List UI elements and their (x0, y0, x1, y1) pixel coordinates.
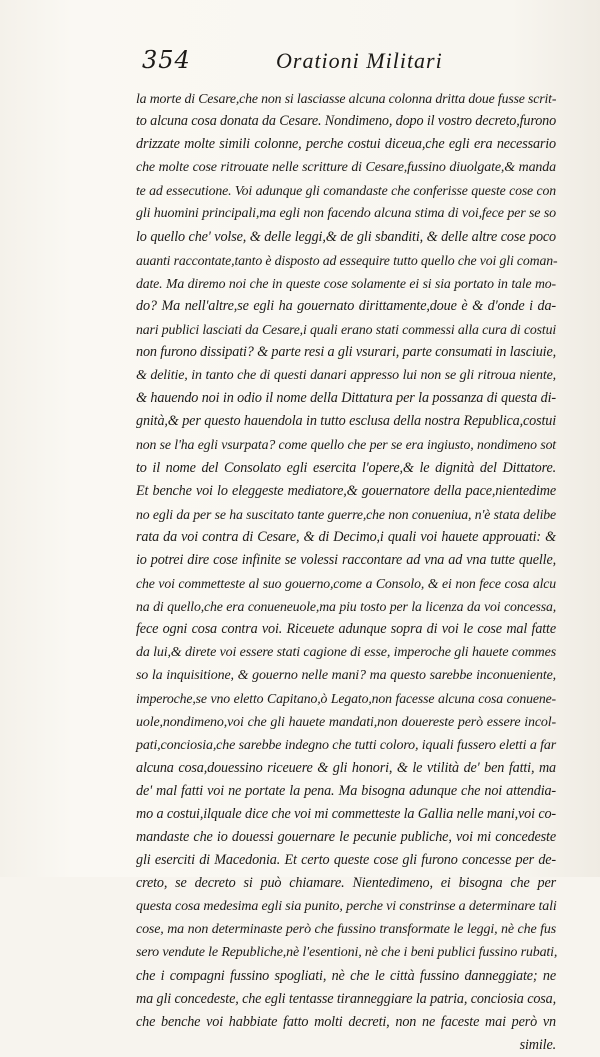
text-line: de' mal fatti voi ne portate la pena. Ma bisogna adunque che noi attendia- (136, 782, 556, 799)
text-line: ma gli concedeste, che egli tentasse tiranneggiare la patria, conciosia cosa, (136, 990, 556, 1007)
text-line: io potrei dire cose infinite se volessi raccontare ad vna ad vna tutte quelle, (136, 551, 556, 568)
text-line: to alcuna cosa donata da Cesare. Nondimeno, dopo il vostro decreto,furono (136, 113, 557, 130)
text-line: cose, ma non determinaste però che fussino transformate le leggi, nè che fus (136, 922, 556, 938)
text-line: fece ogni cosa contra voi. Riceuete adunque sopra di voi le cose mal fatte (136, 621, 556, 638)
text-line: & delitie, in tanto che di questi danari appresso lui non se gli ritroua niente, (136, 368, 556, 384)
text-line: questa cosa medesima egli sia punito, perche vi constrinse a determinare tali (136, 899, 557, 915)
text-line: Et benche voi lo eleggeste mediatore,& gouernatore della pace,nientedime (136, 482, 556, 499)
text-line: drizzate molte simili colonne, perche costui diceua,che egli era necessario (136, 136, 556, 153)
text-line: gli eserciti di Macedonia. Et certo queste cose gli furono concesse per de- (136, 852, 556, 869)
text-line: mandaste che io douessi gouernare le pecunie publiche, voi mi concedeste (136, 829, 556, 845)
text-line: da lui,& direte voi essere stati cagione di esse, imperoche gli hauete commes (136, 645, 556, 661)
text-line: che voi commetteste al suo gouerno,come a Consolo, & ei non fece cosa alcu (136, 575, 556, 591)
text-line: la morte di Cesare,che non si lasciasse alcuna colonna dritta doue fusse scrit- (136, 91, 557, 106)
body-text (136, 87, 556, 1057)
text-line: lo quello che' volse, & delle leggi,& de gli sbanditi, & delle altre cose poco (136, 228, 556, 245)
text-line: gnità,& per questo hauendola in tutto esclusa della nostra Republica,costui (136, 413, 556, 430)
text-line: na di quello,che era conueneuole,ma piu tosto per la licenza da voi concessa, (136, 599, 556, 615)
text-line: do? Ma nell'altre,se egli ha gouernato dirittamente,doue è & d'onde i da- (136, 297, 556, 314)
text-line: gli huomini principali,ma egli non facendo alcuna stima di voi,fece per se so (136, 206, 556, 222)
text-line: so la inquisitione, & gouerno nelle mani? ma questo sarebbe inconueniente, (136, 668, 556, 684)
text-line: imperoche,se vno eletto Capitano,ò Legato,non facesse alcuna cosa conuene- (136, 691, 556, 707)
text-line: auanti raccontate,tanto è disposto ad essequire tutto quello che voi gli coman- (136, 252, 558, 268)
text-line: date. Ma diremo noi che in queste cose solamente ei si sia portato in tale mo- (136, 275, 556, 291)
running-title: Orationi Militari (276, 48, 443, 73)
text-line: te ad essecutione. Voi adunque gli comandaste che conferisse queste cose con (136, 183, 556, 199)
page-number: 354 (142, 46, 191, 74)
text-line: sero vendute le Republiche,nè l'esentioni, nè che i beni publici fussino rubati, (136, 945, 558, 961)
text-line: simile. (519, 1036, 556, 1053)
running-head (0, 40, 600, 80)
text-line: che molte cose ritrouate nelle scritture di Cesare,fussino diuolgate,& manda (136, 160, 556, 176)
text-line: no egli da per se ha suscitato tante guerre,che non conueniua, n'è stata delibe (136, 506, 556, 522)
text-line: non furono dissipati? & parte resi a gli vsurari, parte consumati in lasciuie, (136, 344, 556, 361)
text-line: che benche voi habbiate fatto molti decreti, non ne faceste mai però vn (136, 1013, 556, 1030)
text-line: rata da voi contra di Cesare, & di Decimo,i quali voi hauete approuati: & (136, 528, 556, 545)
text-line: to il nome del Consolato egli esercita l'opere,& le dignità del Dittatore. (136, 459, 556, 476)
text-line: che i compagni fussino spogliati, nè che le città fussino danneggiate; ne (136, 967, 556, 984)
text-line: & hauendo noi in odio il nome della Dittatura per la possanza di questa di- (136, 390, 556, 407)
text-line: uole,nondimeno,voi che gli hauete mandati,non douereste però essere incol- (136, 714, 556, 730)
text-line: creto, se decreto si può chiamare. Nientedimeno, ei bisogna che per (136, 875, 556, 892)
text-line: mo a costui,ilquale dice che voi mi commetteste la Gallia nelle mani,voi co- (136, 805, 556, 822)
text-line: alcuna cosa,douessino riceuere & gli honori, & le vtilità de' ben fatti, ma (136, 759, 556, 776)
text-line: pati,conciosia,che sarebbe indegno che tutti coloro, iquali fussero eletti a far (136, 737, 556, 753)
text-line: non se l'ha egli vsurpata? come quello che per se era ingiusto, nondimeno sot (136, 437, 556, 453)
text-line: nari publici lasciati da Cesare,i quali erano stati commessi alla cura di costui (136, 321, 556, 337)
